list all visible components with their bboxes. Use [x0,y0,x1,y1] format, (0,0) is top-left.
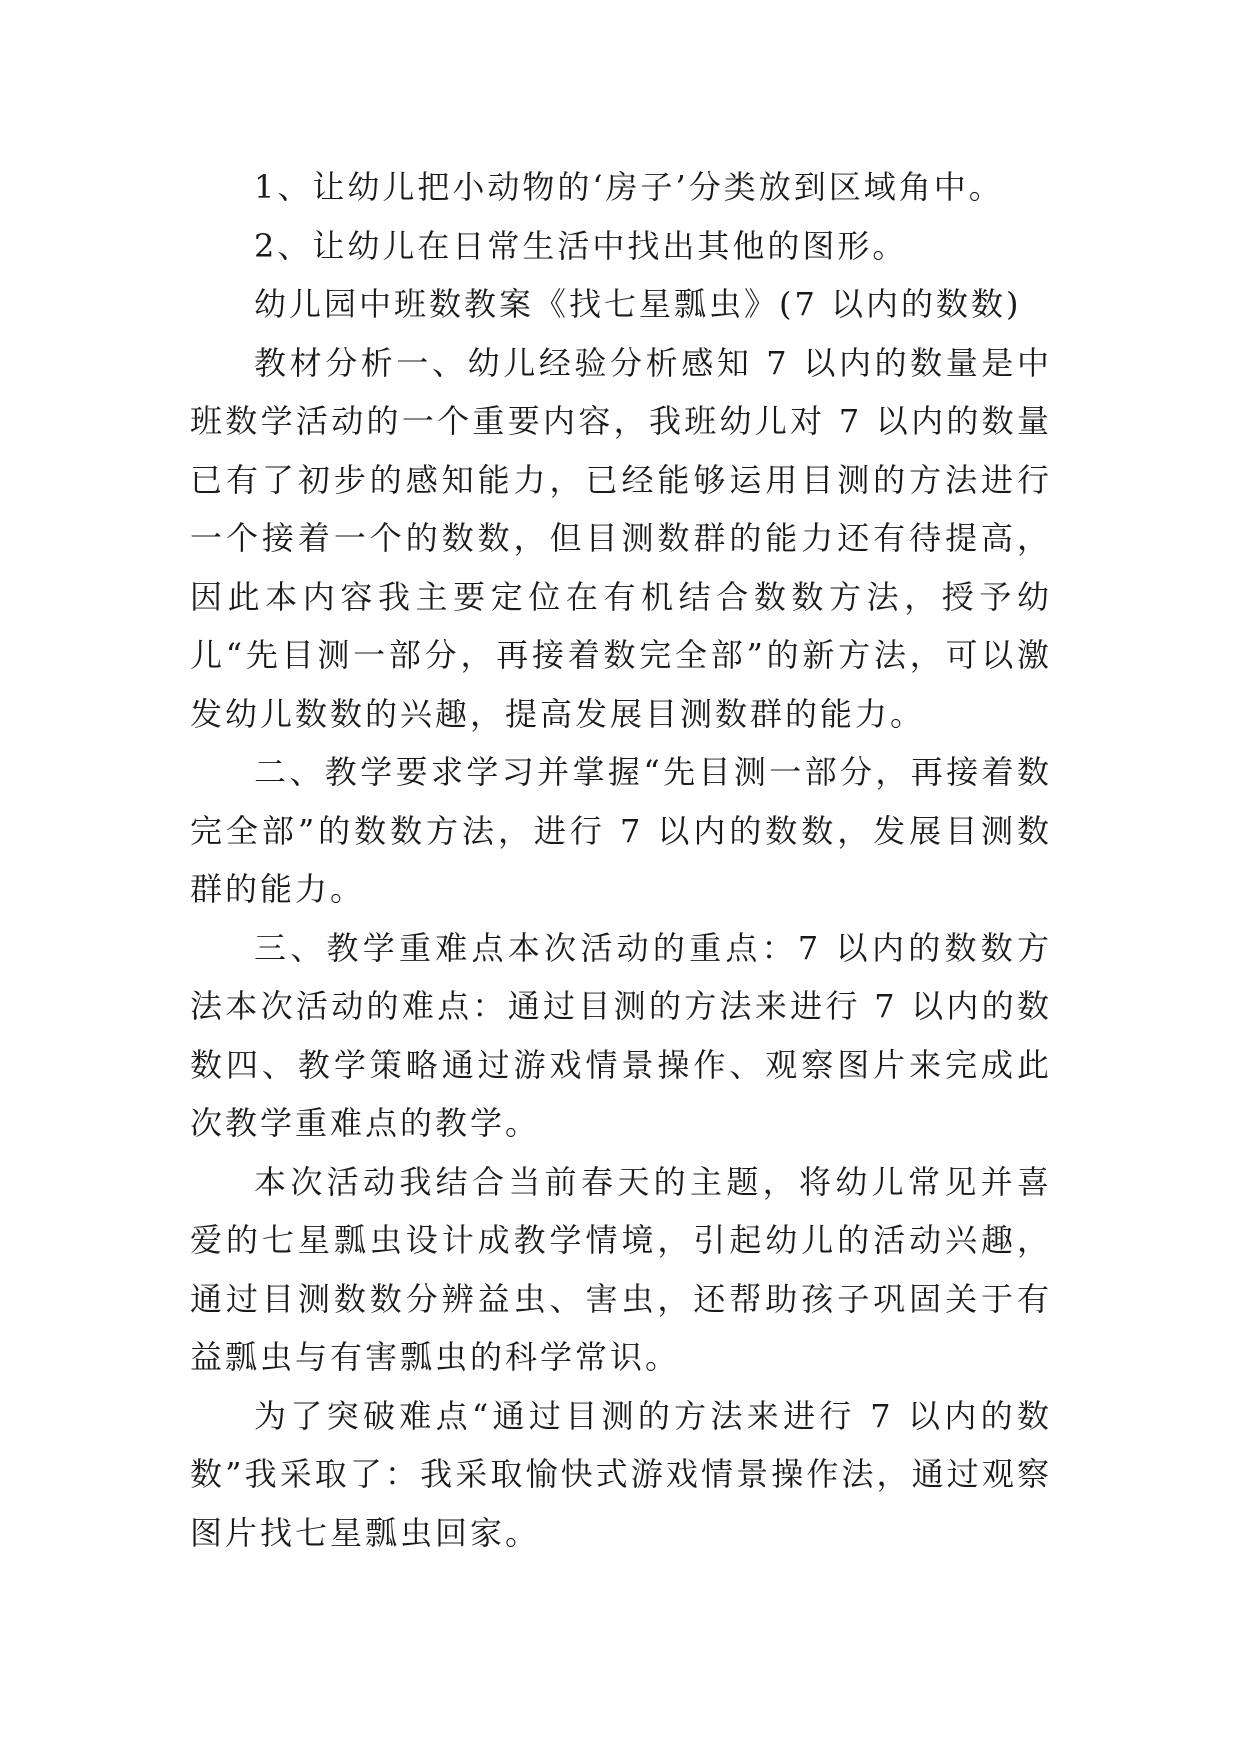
paragraph-teaching-requirements: 二、教学要求学习并掌握“先目测一部分，再接着数完全部”的数数方法，进行 7 以内的数数，发展目测数群的能力。 [190,753,1052,908]
paragraph-material-analysis: 教材分析一、幼儿经验分析感知 7 以内的数量是中班数学活动的一个重要内容，我班幼儿对 7 以内的数量已有了初步的感知能力，已经能够运用目测的方法进行一个接着一个的数数，但目测数群的能力还有待提高，因此本内容我主要定位在有机结合数数方法，授予幼儿“先目测一部分，再接着数完全部”的新方法，可以激发幼儿数数的兴趣，提高发展目测数群的能力。 [190,343,1052,733]
paragraph-strategy: 为了突破难点“通过目测的方法来进行 7 以内的数数”我采取了：我采取愉快式游戏情景操作法，通过观察图片找七星瓢虫回家。 [190,1396,1052,1552]
paragraph-activity-theme: 本次活动我结合当前春天的主题，将幼儿常见并喜爱的七星瓢虫设计成教学情境，引起幼儿的活动兴趣，通过目测数数分辨益虫、害虫，还帮助孩子巩固关于有益瓢虫与有害瓢虫的科学常识。 [190,1162,1052,1376]
document-body [190,158,1052,1562]
paragraph-key-difficulties: 三、教学重难点本次活动的重点：7 以内的数数方法本次活动的难点：通过目测的方法来进行 7 以内的数数四、教学策略通过游戏情景操作、观察图片来完成此次教学重难点的教学。 [190,928,1052,1142]
paragraph-2: 2、让幼儿在日常生活中找出其他的图形。 [254,226,908,265]
paragraph-1: 1、让幼儿把小动物的‘房子’分类放到区域角中。 [254,168,1004,206]
lesson-title: 幼儿园中班数教案《找七星瓢虫》(7 以内的数数) [254,285,1022,323]
